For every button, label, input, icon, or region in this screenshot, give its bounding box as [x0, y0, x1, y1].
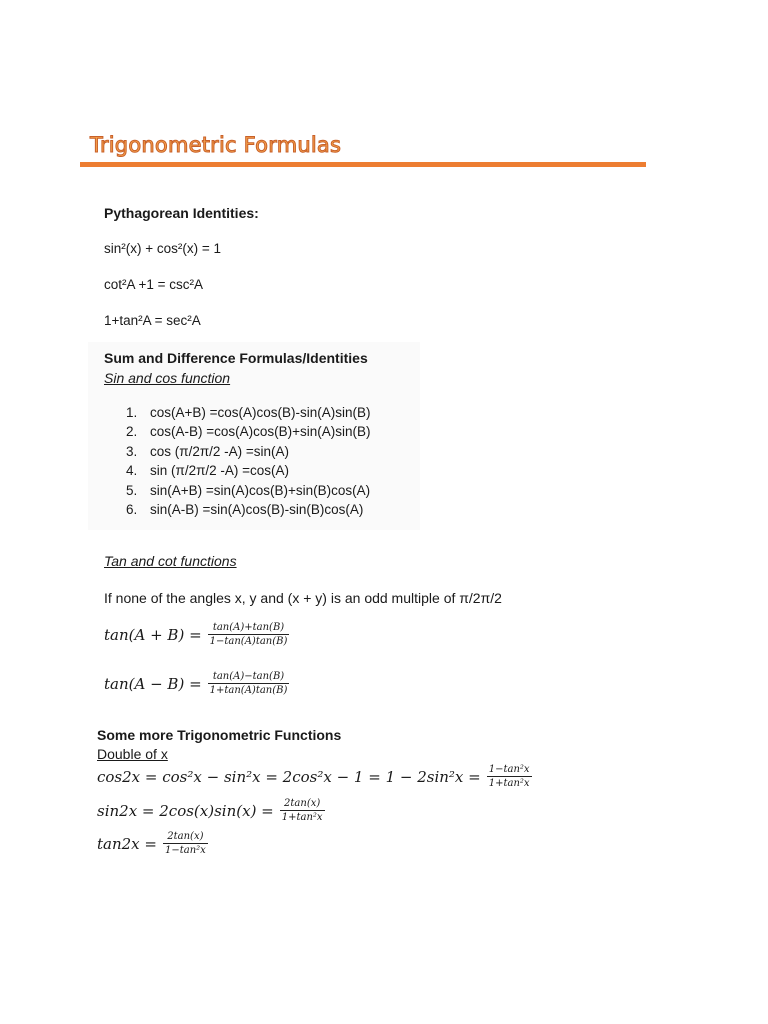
numerator: 1−tan²x [488, 764, 530, 775]
list-item: 5. sin(A+B) =sin(A)cos(B)+sin(B)cos(A) [126, 482, 371, 498]
numerator: 2tan(x) [280, 798, 325, 811]
pythagorean-line-1: sin²(x) + cos²(x) = 1 [104, 241, 222, 256]
title-rule [80, 162, 646, 167]
equation-expr: tan2x = [97, 834, 157, 853]
fraction [208, 622, 290, 647]
tan-diff-equation [104, 671, 289, 696]
sin-cos-subheading: Sin and cos function [104, 370, 231, 386]
numerator: tan(A)−tan(B) [208, 671, 290, 684]
denominator: 1−tan(A)tan(B) [209, 636, 288, 647]
numerator: tan(A)+tan(B) [208, 622, 290, 635]
list-item: 1. cos(A+B) =cos(A)cos(B)-sin(A)sin(B) [126, 405, 371, 420]
numerator: 2tan(x) [163, 831, 208, 844]
denominator: 1+tan²x [488, 778, 530, 789]
page-title: Trigonometric Formulas [90, 133, 342, 157]
pythagorean-line-3: 1+tan²A = sec²A [104, 313, 201, 328]
sin2x-equation [97, 798, 325, 823]
more-functions-heading: Some more Trigonometric Functions [97, 727, 342, 743]
equation-lhs: tan(A + B) = [104, 625, 202, 644]
equation-lhs: tan(A − B) = [104, 674, 202, 693]
fraction [487, 764, 532, 789]
pythagorean-heading: Pythagorean Identities: [104, 205, 259, 221]
tan2x-equation [97, 831, 208, 856]
list-item: 4. sin (π/2π/2 -A) =cos(A) [126, 463, 290, 479]
sum-difference-heading: Sum and Difference Formulas/Identities [104, 350, 368, 366]
denominator: 1+tan²x [281, 812, 323, 823]
list-item: 2. cos(A-B) =cos(A)cos(B)+sin(A)sin(B) [126, 424, 371, 440]
fraction [280, 798, 325, 823]
double-of-x-subheading: Double of x [97, 746, 168, 762]
denominator: 1+tan(A)tan(B) [209, 685, 288, 696]
equation-expr: sin2x = 2cos(x)sin(x) = [97, 801, 274, 820]
pythagorean-line-2: cot²A +1 = csc²A [104, 277, 204, 292]
list-item: 3. cos (π/2π/2 -A) =sin(A) [126, 443, 290, 459]
sum-difference-list [126, 403, 371, 519]
tan-cot-subheading: Tan and cot functions [104, 553, 237, 569]
tan-cot-condition: If none of the angles x, y and (x + y) is an odd multiple of π/2π/2 [104, 590, 502, 606]
cos2x-equation [97, 764, 532, 789]
equation-expr: cos2x = cos²x − sin²x = 2cos²x − 1 = 1 − 2sin²x = [97, 767, 481, 786]
list-item: 6. sin(A-B) =sin(A)cos(B)-sin(B)cos(A) [126, 501, 364, 517]
tan-sum-equation [104, 622, 289, 647]
fraction [163, 831, 208, 856]
denominator: 1−tan²x [164, 845, 206, 856]
fraction [208, 671, 290, 696]
